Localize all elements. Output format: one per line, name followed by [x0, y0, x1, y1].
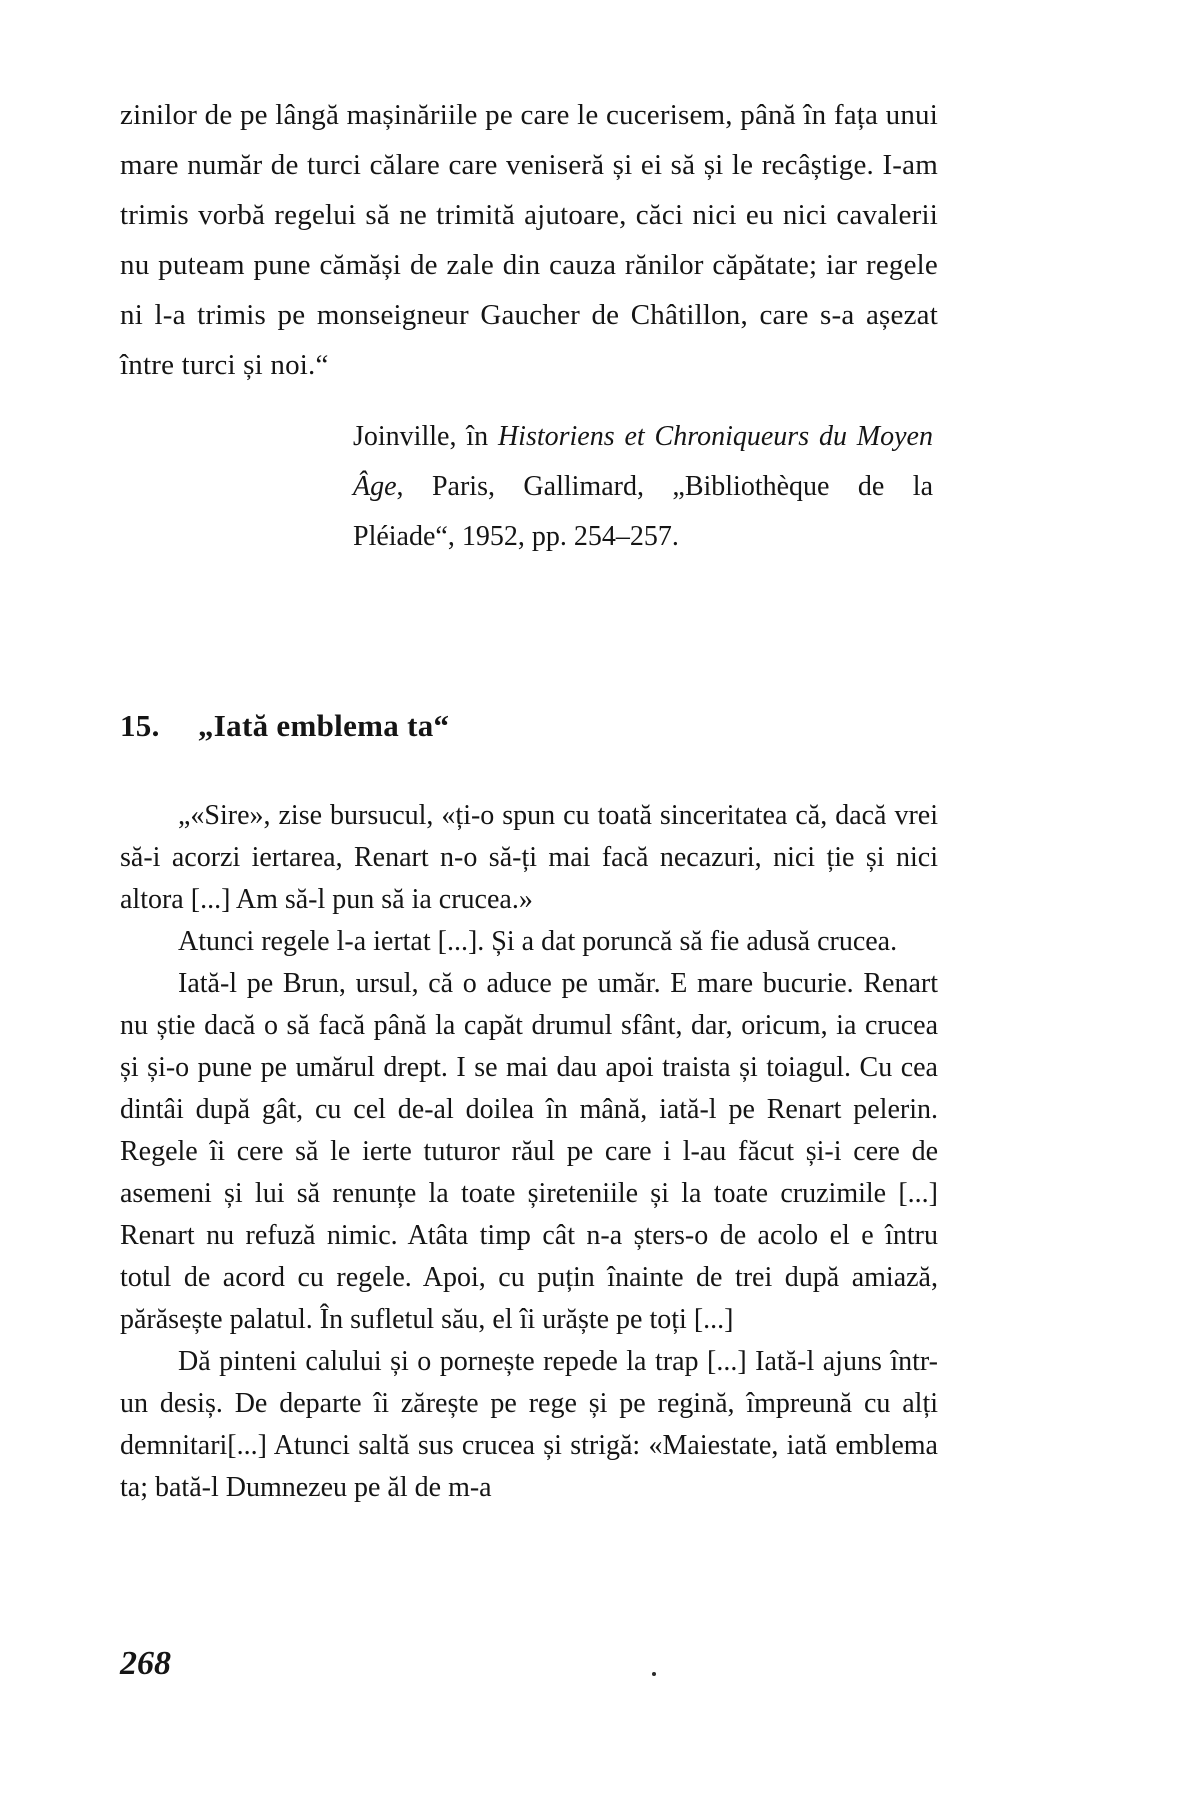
- body-paragraph: Iată-l pe Brun, ursul, că o aduce pe umăr. E mare bucurie. Renart nu știe dacă o să facă până la capăt drumul sfânt, dar, oricum, ia crucea și și-o pune pe umărul drept. I se mai dau apoi traista și toiagul. Cu cea dintâi după gât, cu cel de-al doilea în mână, iată-l pe Renart pelerin. Regele îi cere să le ierte tuturor răul pe care i l-au făcut și-i cere de asemeni și lui să renunțe la toate șireteniile și la toate cruzimile [...] Renart nu refuză nimic. Atâta timp cât n-a șters-o de acolo el e întru totul de acord cu regele. Apoi, cu puțin înainte de trei după amiază, părăsește palatul. În sufletul său, el îi urăște pe toți [...]: [120, 968, 938, 1335]
- citation-suffix: , Paris, Gallimard, „Bibliothèque de la Pléiade“, 1952, pp. 254–257.: [353, 471, 933, 552]
- citation-work-title: Historiens et Chroniqueurs du Moyen Âge: [353, 421, 933, 502]
- body-paragraph: „«Sire», zise bursucul, «ți-o spun cu toată sinceritatea că, dacă vrei să-i acorzi iertarea, Renart n-o să-ți mai facă necazuri, nici ție și nici altora [...] Am să-l pun să ia crucea.»: [120, 800, 938, 915]
- scan-artifact-dot: [652, 1672, 656, 1676]
- quote-continuation-paragraph: zinilor de pe lângă mașinăriile pe care le cucerisem, până în fața unui mare număr de turci călare care veniseră și ei să și le recâștige. I-am trimis vorbă regelui să ne trimită ajutoare, căci nici eu nici cavalerii nu puteam pune cămăși de zale din cauza rănilor căpătate; iar regele ni l-a trimis pe monseigneur Gaucher de Châtillon, care s-a așezat între turci și noi.“: [120, 99, 938, 381]
- section-heading: [120, 708, 449, 744]
- page-number: 268: [120, 1645, 171, 1682]
- section-title: „Iată emblema ta“: [198, 708, 450, 743]
- section-number: 15.: [120, 708, 160, 743]
- citation-prefix: Joinville, în: [353, 421, 498, 452]
- body-paragraph: Atunci regele l-a iertat [...]. Și a dat poruncă să fie adusă crucea.: [178, 926, 898, 957]
- body-paragraph: Dă pinteni calului și o pornește repede la trap [...] Iată-l ajuns într-un desiș. De departe îi zărește pe rege și pe regină, împreună cu alți demnitari[...] Atunci saltă sus crucea și strigă: «Maiestate, iată emblema ta; bată-l Dumnezeu pe ăl de m-a: [120, 1346, 938, 1503]
- citation-block: [353, 412, 933, 562]
- body-text: [120, 795, 938, 1509]
